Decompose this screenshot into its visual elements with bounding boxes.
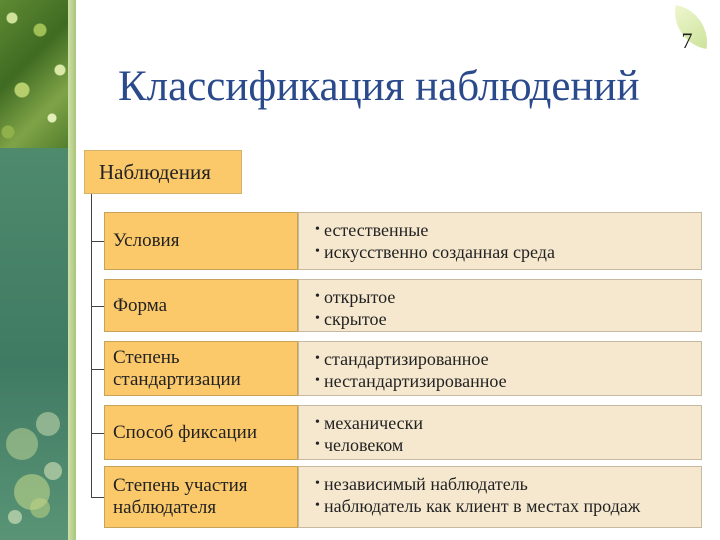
tree-trunk-line [91,194,92,498]
category-box [104,341,298,396]
values-box [298,466,702,528]
decorative-circle [30,498,50,518]
value-item: • искусственно созданная среда [315,241,701,263]
side-edge-band [68,0,76,540]
values-box [298,212,702,270]
decorative-circle [8,510,22,524]
category-box [104,405,298,460]
values-list [315,412,701,456]
category-label: Степень участия наблюдателя [113,475,248,518]
values-list [315,348,701,392]
values-list [315,473,701,517]
decorative-circle [6,428,38,460]
values-list [315,286,701,330]
category-label: Форма [113,294,168,316]
values-box [298,279,702,332]
value-item: • независимый наблюдатель [315,473,701,495]
tree-branch-line [91,241,104,242]
values-box [298,341,702,396]
tree-root-label: Наблюдения [99,159,211,184]
value-item: • открытое [315,286,701,308]
category-label: Степень стандартизации [113,346,241,390]
decorative-circle [36,412,60,436]
category-label: Условия [113,230,180,252]
decorative-circle [44,462,62,480]
category-box [104,466,298,528]
decorative-side-strip [0,0,76,540]
value-item: • механически [315,412,701,434]
tree-branch-line [91,497,104,498]
tree-branch-line [91,306,104,307]
value-item: • стандартизированное [315,348,701,370]
slide-title: Классификация наблюдений [118,63,640,110]
tree-branch-line [91,369,104,370]
category-label: Способ фиксации [113,421,258,443]
value-item: • скрытое [315,308,701,330]
tree-branch-line [91,433,104,434]
foliage-photo [0,0,76,148]
value-item: • человеком [315,434,701,456]
tree-root-box [84,150,242,194]
category-box [104,212,298,270]
values-box [298,405,702,460]
values-list [315,219,701,263]
value-item: • естественные [315,219,701,241]
category-box [104,279,298,332]
value-item: • наблюдатель как клиент в местах продаж [315,495,701,517]
value-item: • нестандартизированное [315,370,701,392]
slide-number: 7 [681,28,693,53]
